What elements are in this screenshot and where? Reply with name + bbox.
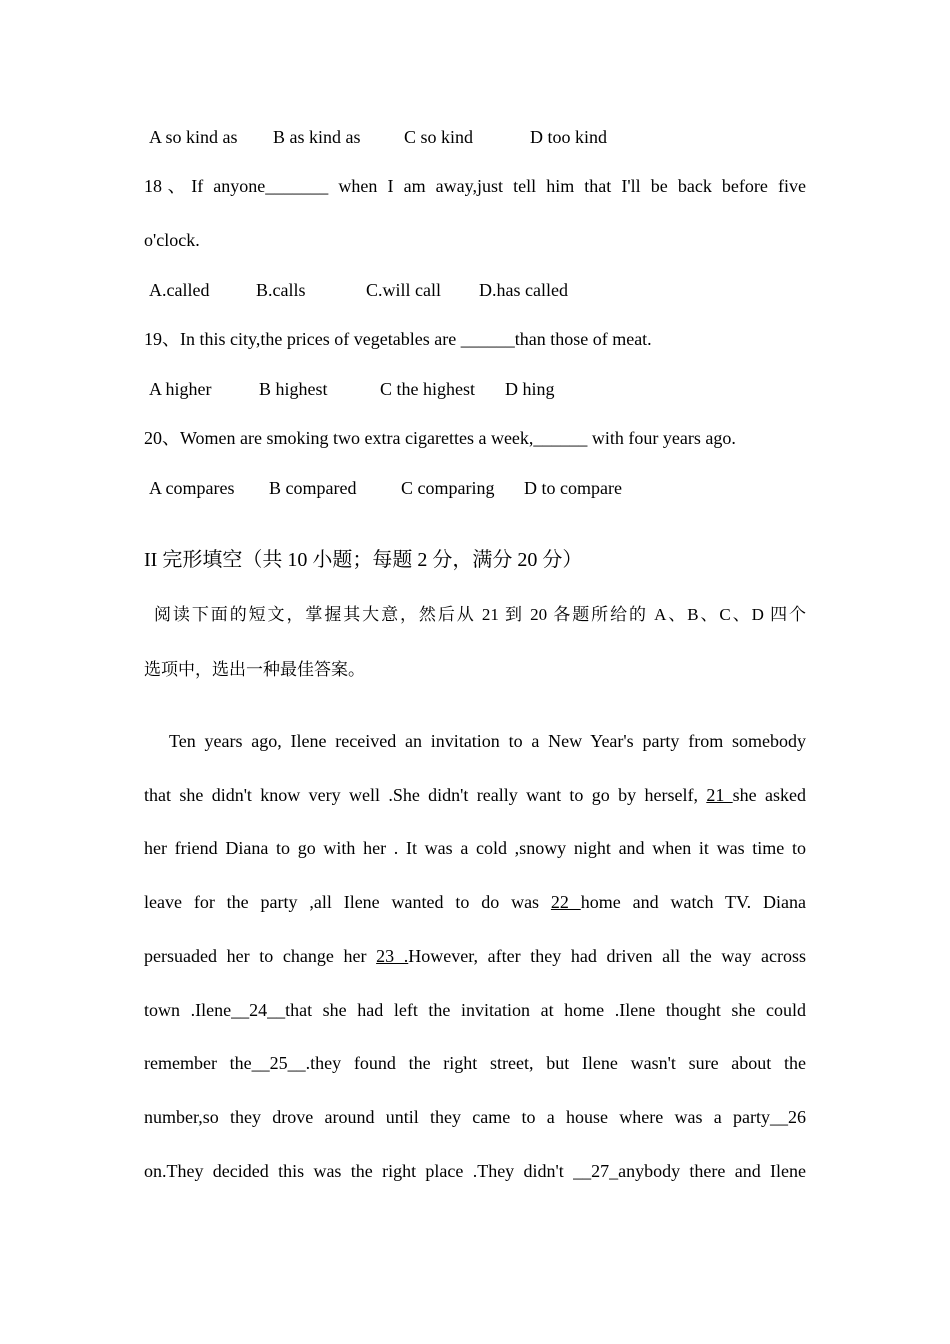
q18-stem-line1: 18、If anyone_______ when I am away,just tell him that I'll be back before five bbox=[144, 176, 806, 196]
q19-stem: 19、In this city,the prices of vegetables are ______than those of meat. bbox=[144, 329, 652, 349]
passage-text: they found the right street, but Ilene wasn't sure about the bbox=[310, 1053, 806, 1073]
section-instruction-line2: 选项中，选出一种最佳答案。 bbox=[144, 660, 365, 679]
passage-text: on.They decided this was the right place .They didn't bbox=[144, 1161, 574, 1181]
passage-line-3: her friend Diana to go with her . It was a cold ,snowy night and when it was time to bbox=[144, 838, 806, 858]
q19-option-b: B highest bbox=[259, 379, 328, 399]
blank-25: __25__. bbox=[251, 1053, 311, 1073]
passage-text: persuaded her to change her bbox=[144, 946, 377, 966]
passage-text: leave for the party ,all Ilene wanted to do was bbox=[144, 892, 551, 912]
passage-text: town .Ilene bbox=[144, 1000, 232, 1020]
q18-option-b: B.calls bbox=[256, 280, 306, 300]
section-heading: II 完形填空（共 10 小题；每题 2 分，满分 20 分） bbox=[144, 549, 583, 571]
q18-option-c: C.will call bbox=[366, 280, 441, 300]
passage-line-1: Ten years ago, Ilene received an invitation to a New Year's party from somebody bbox=[169, 731, 806, 751]
q20-option-a: A compares bbox=[149, 478, 235, 498]
section-instruction-line1: 阅读下面的短文，掌握其大意，然后从 21 到 20 各题所给的 A、B、C、D 四个 bbox=[154, 605, 806, 624]
q19-option-c: C the highest bbox=[380, 379, 475, 399]
q19-option-a: A higher bbox=[149, 379, 212, 399]
passage-line-2 bbox=[144, 784, 806, 806]
q20-stem: 20、Women are smoking two extra cigarettes a week,______ with four years ago. bbox=[144, 428, 736, 448]
q20-option-d: D to compare bbox=[524, 478, 622, 498]
q17-option-a: A so kind as bbox=[149, 127, 238, 147]
q18-option-a: A.called bbox=[149, 280, 210, 300]
q18-stem-line2: o'clock. bbox=[144, 230, 200, 250]
blank-22: 22 bbox=[550, 892, 581, 912]
q19-option-d: D hing bbox=[505, 379, 555, 399]
passage-line-4 bbox=[144, 891, 806, 913]
blank-21: 21 bbox=[706, 785, 733, 805]
q18-option-d: D.has called bbox=[479, 280, 568, 300]
q20-option-b: B compared bbox=[269, 478, 357, 498]
blank-26: __26 bbox=[770, 1107, 806, 1127]
passage-text: she asked bbox=[732, 785, 807, 805]
passage-text: that she didn't know very well .She didn't really want to go by herself, bbox=[144, 785, 707, 805]
passage-line-6 bbox=[144, 999, 806, 1021]
q17-option-b: B as kind as bbox=[273, 127, 361, 147]
blank-27: __27_ bbox=[573, 1161, 619, 1181]
passage-text: remember the bbox=[144, 1053, 252, 1073]
q17-option-c: C so kind bbox=[404, 127, 474, 147]
q20-option-c: C comparing bbox=[401, 478, 495, 498]
passage-text: home and watch TV. Diana bbox=[580, 892, 806, 912]
passage-line-8 bbox=[144, 1106, 806, 1128]
passage-text: number,so they drove around until they came to a house where was a party bbox=[144, 1107, 770, 1127]
passage-line-5 bbox=[144, 945, 806, 967]
q17-option-d: D too kind bbox=[530, 127, 608, 147]
blank-24: __24__ bbox=[231, 1000, 286, 1020]
blank-23: 23 . bbox=[376, 946, 409, 966]
passage-text: anybody there and Ilene bbox=[618, 1161, 807, 1181]
passage-line-7 bbox=[144, 1052, 806, 1074]
passage-text: that she had left the invitation at home .Ilene thought she could bbox=[285, 1000, 806, 1020]
passage-text: However, after they had driven all the way across bbox=[408, 946, 806, 966]
passage-line-9 bbox=[144, 1160, 806, 1182]
